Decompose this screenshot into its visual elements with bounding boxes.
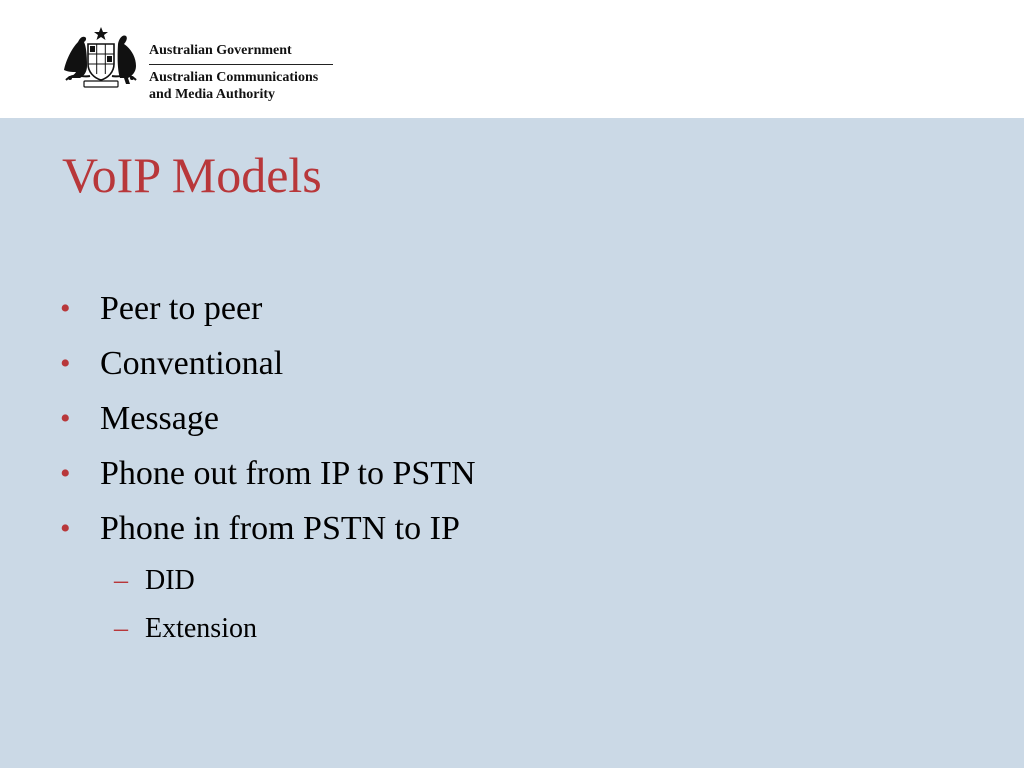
bullet-item	[60, 447, 476, 502]
bullet-marker: •	[60, 457, 71, 490]
sub-bullet-text: DID	[145, 565, 195, 596]
agency-name-line1: Australian Communications	[149, 70, 319, 85]
bullet-marker: •	[60, 512, 71, 545]
bullet-item	[60, 392, 476, 447]
bullet-marker: •	[60, 402, 71, 435]
sub-bullet-item	[60, 605, 476, 653]
sub-bullet-item	[60, 557, 476, 605]
bullet-marker: •	[60, 292, 71, 325]
agency-name-line2: and Media Authority	[149, 87, 276, 102]
slide-title: VoIP Models	[62, 147, 322, 203]
bullet-text: Phone in from PSTN to IP	[100, 510, 460, 547]
sub-bullet-text: Extension	[145, 613, 257, 644]
header-band	[0, 0, 1024, 118]
bullet-item	[60, 502, 476, 557]
bullet-text: Peer to peer	[100, 290, 263, 327]
government-wordmark	[149, 42, 333, 103]
bullet-text: Message	[100, 400, 219, 437]
bullet-item	[60, 282, 476, 337]
government-name: Australian Government	[149, 42, 333, 65]
bullet-list	[60, 282, 476, 653]
bullet-text: Conventional	[100, 345, 284, 382]
bullet-text: Phone out from IP to PSTN	[100, 455, 476, 492]
commonwealth-coat-of-arms-icon	[60, 26, 142, 88]
bullet-item	[60, 337, 476, 392]
sub-bullet-marker: –	[114, 565, 128, 596]
sub-bullet-marker: –	[114, 613, 128, 644]
bullet-marker: •	[60, 347, 71, 380]
